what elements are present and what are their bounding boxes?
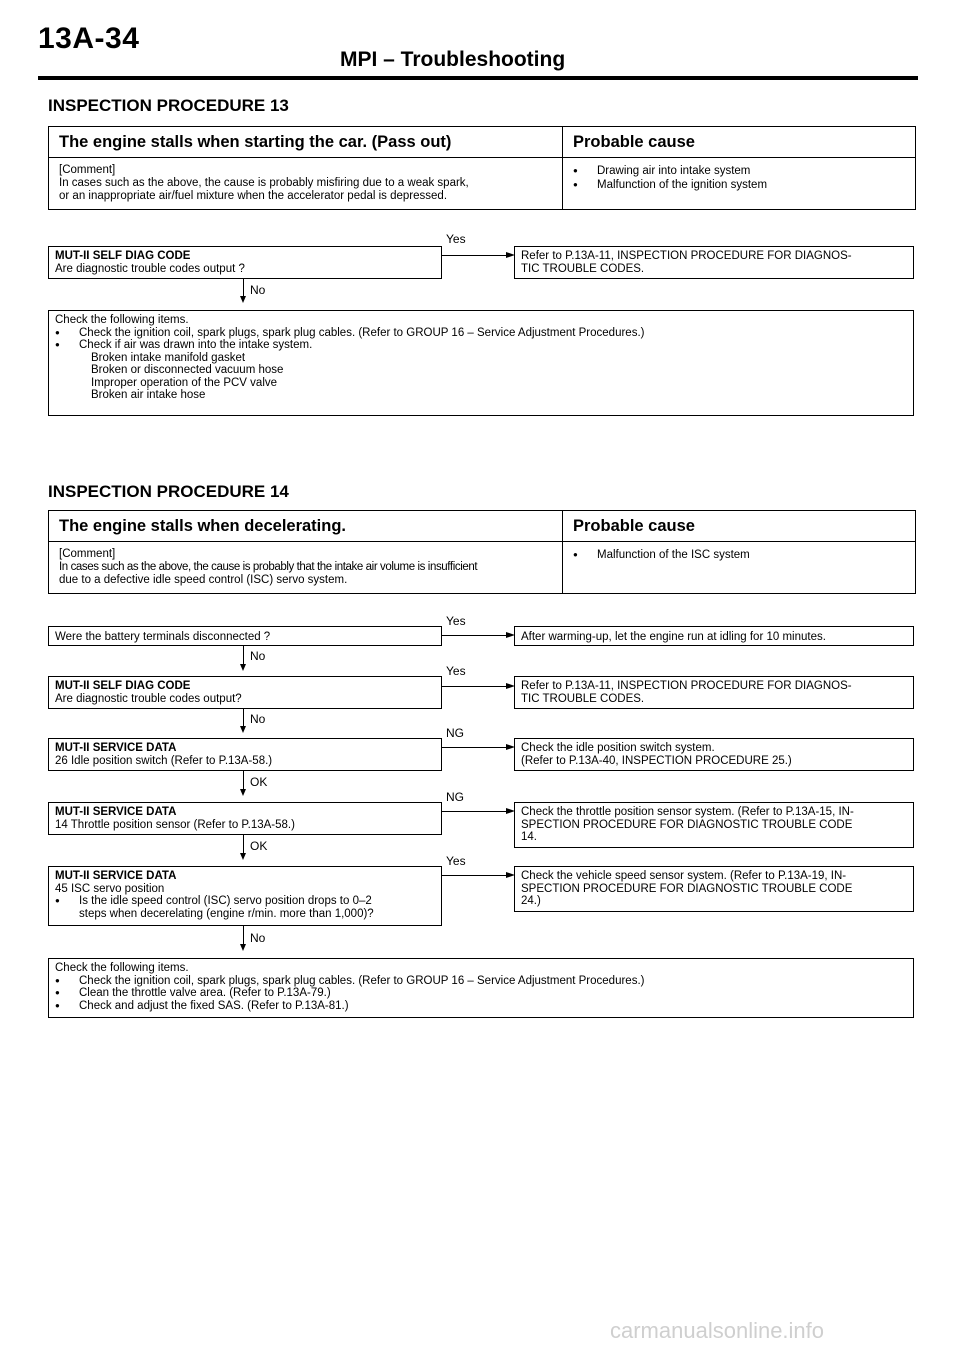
final-heading: Check the following items. [55,962,189,974]
result-line: SPECTION PROCEDURE FOR DIAGNOSTIC TROUBLE CODE [521,818,853,831]
ng-label: NG [446,790,464,804]
final-item: ● Check the ignition coil, spark plugs, spark plug cables. (Refer to GROUP 16 – Service Adjustment Procedures.) [55,327,907,340]
result-line: TIC TROUBLE CODES. [521,262,645,275]
cause-item: ● Malfunction of the ignition system [573,178,905,192]
step-question: Are diagnostic trouble codes output? [55,692,242,705]
proc14-cause-header: Probable cause [573,517,695,535]
proc14-step3-result [514,738,914,771]
proc13-causes [563,158,915,209]
no-connector [243,279,244,296]
proc13-cause-header: Probable cause [573,133,695,151]
page-title: MPI – Troubleshooting [340,48,566,71]
comment-line: due to a defective idle speed control (ISC) servo system. [59,574,348,586]
proc14-step4-result [514,802,914,848]
proc13-table [48,126,916,210]
step-question: 26 Idle position switch (Refer to P.13A-58.) [55,754,273,767]
ng-connector [442,747,506,748]
yes-label: Yes [446,854,466,868]
proc14-step4-box [48,802,442,835]
step-question: 14 Throttle position sensor (Refer to P.13A-58.) [55,818,295,831]
proc13-title: INSPECTION PROCEDURE 13 [48,96,289,115]
arrow-down-icon [240,664,246,671]
cause-item: ● Drawing air into intake system [573,164,905,178]
comment-line: In cases such as the above, the cause is probably that the intake air volume is insufficient [59,561,478,573]
proc14-title: INSPECTION PROCEDURE 14 [48,482,289,501]
step-title: MUT-II SELF DIAG CODE [55,680,191,692]
comment-label: [Comment] [59,548,116,560]
proc14-step1-result [514,626,914,646]
step-bullet-cont: steps when decerelating (engine r/min. more than 1,000)? [79,907,374,920]
final-item: ● Clean the throttle valve area. (Refer to P.13A-79.) [55,987,907,1000]
proc14-step1-box [48,626,442,646]
proc14-comment [49,542,563,593]
result-line: SPECTION PROCEDURE FOR DIAGNOSTIC TROUBLE CODE [521,882,853,895]
no-connector [243,926,244,944]
page-number: 13A-34 [38,22,140,55]
arrow-down-icon [240,726,246,733]
proc14-causes [563,542,915,593]
comment-line: In cases such as the above, the cause is probably misfiring due to a weak spark, [59,177,469,189]
result-line: Check the throttle position sensor system. (Refer to P.13A-15, IN- [521,806,854,818]
yes-label: Yes [446,232,466,246]
yes-label: Yes [446,664,466,678]
proc14-symptom: The engine stalls when decelerating. [49,511,563,541]
final-item: ● Check if air was drawn into the intake system. [55,339,907,352]
result-line: Refer to P.13A-11, INSPECTION PROCEDURE FOR DIAGNOS- [521,250,852,262]
ng-connector [442,811,506,812]
proc14-step3-box [48,738,442,771]
yes-connector [442,686,506,687]
proc14-step2-result [514,676,914,709]
final-subitem: Broken or disconnected vacuum hose [91,364,284,376]
proc13-step1-result [514,246,914,279]
comment-line: or an inappropriate air/fuel mixture when the accelerator pedal is depressed. [59,190,448,202]
result-line: (Refer to P.13A-40, INSPECTION PROCEDURE 25.) [521,754,792,767]
proc13-step1-box [48,246,442,279]
no-label: No [250,283,266,297]
step-question: Were the battery terminals disconnected ? [55,631,271,643]
arrow-down-icon [240,853,246,860]
ok-label: OK [250,775,268,789]
yes-connector [442,875,506,876]
proc13-symptom: The engine stalls when starting the car. (Pass out) [49,127,563,157]
cause-item: ● Malfunction of the ISC system [573,548,905,562]
result-line: Check the vehicle speed sensor system. (Refer to P.13A-19, IN- [521,870,847,882]
header-rule [38,76,918,80]
step-title: MUT-II SERVICE DATA [55,870,177,882]
step-title: MUT-II SERVICE DATA [55,806,177,818]
yes-connector [442,635,506,636]
no-label: No [250,931,266,945]
yes-connector [442,255,506,256]
result-line: After warming-up, let the engine run at idling for 10 minutes. [521,631,826,643]
final-heading: Check the following items. [55,314,189,326]
proc13-comment [49,158,563,209]
step-title: MUT-II SERVICE DATA [55,742,177,754]
final-item: ● Check and adjust the fixed SAS. (Refer to P.13A-81.) [55,1000,907,1013]
no-label: No [250,712,266,726]
ok-connector [243,835,244,853]
ok-label: OK [250,839,268,853]
ng-label: NG [446,726,464,740]
watermark: carmanualsonline.info [610,1318,825,1343]
no-connector [243,709,244,726]
final-subitem: Broken air intake hose [91,389,206,401]
step-bullet: ● Is the idle speed control (ISC) servo position drops to 0–2 [55,895,435,908]
arrow-down-icon [240,296,246,303]
result-line: 14. [521,831,537,843]
final-subitem: Broken intake manifold gasket [91,351,246,364]
final-item: ● Check the ignition coil, spark plugs, spark plug cables. (Refer to GROUP 16 – Service Adjustment Procedures.) [55,975,907,988]
result-line: 24.) [521,895,541,907]
proc14-step2-box [48,676,442,709]
proc14-step5-result [514,866,914,912]
final-subitem: Improper operation of the PCV valve [91,376,278,389]
ok-connector [243,771,244,789]
no-connector [243,646,244,664]
proc13-final-box [48,310,914,416]
step-question: Are diagnostic trouble codes output ? [55,262,245,275]
result-line: TIC TROUBLE CODES. [521,692,645,705]
comment-label: [Comment] [59,164,116,176]
yes-label: Yes [446,614,466,628]
proc14-final-box [48,958,914,1018]
result-line: Check the idle position switch system. [521,742,715,754]
step-title: MUT-II SELF DIAG CODE [55,250,191,262]
result-line: Refer to P.13A-11, INSPECTION PROCEDURE FOR DIAGNOS- [521,680,852,692]
no-label: No [250,649,266,663]
proc14-step5-box [48,866,442,926]
step-question: 45 ISC servo position [55,882,165,895]
proc14-table [48,510,916,594]
arrow-down-icon [240,944,246,951]
arrow-down-icon [240,789,246,796]
